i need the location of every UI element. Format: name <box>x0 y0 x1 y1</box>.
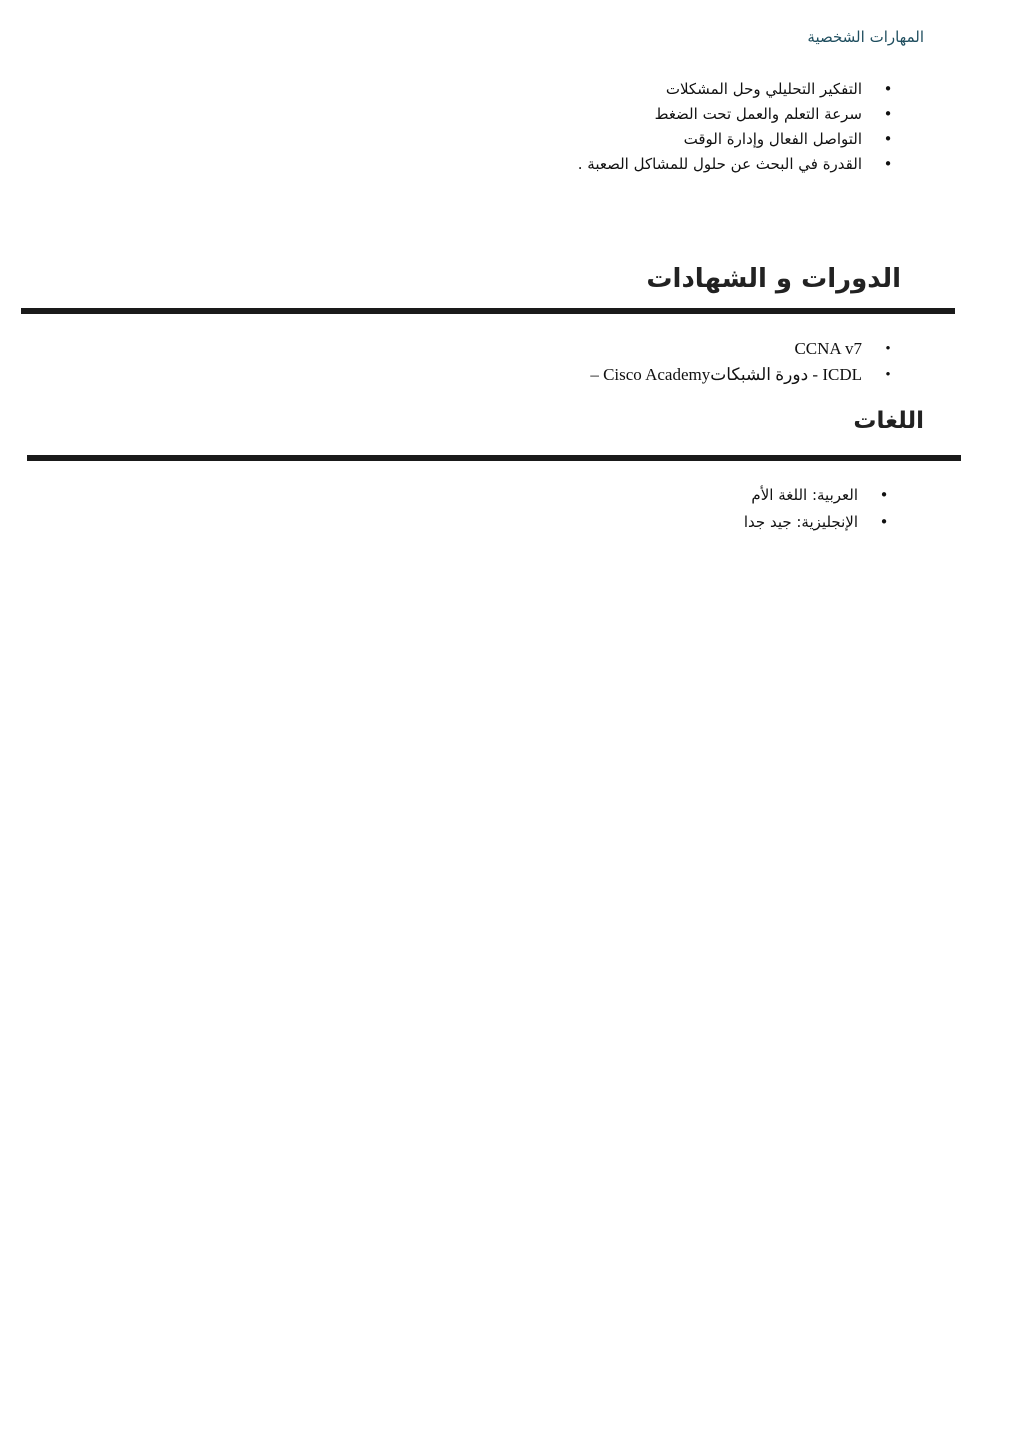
skill-text: التواصل الفعال وإدارة الوقت <box>683 130 862 148</box>
skill-text: سرعة التعلم والعمل تحت الضغط <box>654 105 862 123</box>
skill-text: القدرة في البحث عن حلول للمشاكل الصعبة . <box>577 155 862 173</box>
list-item <box>744 509 890 536</box>
course-text: CCNA v7 <box>794 339 862 358</box>
list-item <box>590 336 894 362</box>
list-item <box>578 102 894 127</box>
list-item <box>744 482 890 509</box>
list-item <box>578 152 894 177</box>
skill-text: التفكير التحليلي وحل المشكلات <box>665 80 862 98</box>
bullet-icon: • <box>879 486 889 504</box>
bullet-icon: • <box>883 155 893 173</box>
languages-title: اللغات <box>853 408 924 434</box>
list-item <box>578 77 894 102</box>
bullet-icon: • <box>883 80 893 98</box>
bullet-icon: • <box>879 513 889 531</box>
languages-list <box>744 482 890 536</box>
bullet-icon: • <box>883 130 893 148</box>
personal-skills-list <box>578 77 894 177</box>
language-text: الإنجليزية: جيد جدا <box>743 513 858 531</box>
language-text: العربية: اللغة الأم <box>751 486 858 504</box>
courses-certificates-title: الدورات و الشهادات <box>646 264 901 294</box>
courses-list <box>590 336 894 388</box>
bullet-icon: • <box>885 341 891 357</box>
list-item <box>578 127 894 152</box>
bullet-icon: • <box>885 367 891 383</box>
list-item <box>590 362 894 388</box>
course-text: ICDL - دورة الشبكاتCisco Academy – <box>590 365 862 384</box>
bullet-icon: • <box>883 105 893 123</box>
section-divider <box>21 308 955 314</box>
personal-skills-heading: المهارات الشخصية <box>807 28 924 46</box>
section-divider <box>27 455 961 461</box>
